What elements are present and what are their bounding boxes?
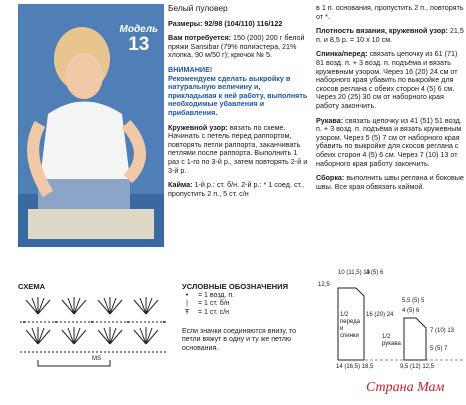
sleeve-text: связать цепочку из 41 (51) 51 возд. п. + 3 возд. п. подъёма и вязать кружевным узором. Через 5 (5) 7 см от наборного края убавить по выкройке для скосов реглана с обеих сторон 4 (5) 6 см. Через 7 (10) 13 от наборного края работу закончить.: [316, 115, 462, 168]
sleeve-label: Рукава:: [316, 115, 344, 125]
sizes-label: Размеры:: [168, 18, 203, 28]
assembly-label: Сборка:: [316, 173, 345, 183]
pattern-body-half: 1/2 переда и спинки: [340, 312, 360, 339]
back-text: связать цепочку из 61 (71) 81 возд. п. + 3 возд. п. подъёма и вязать кружевным узором. Через 16 (20) 24 см от наборного края убавить по выкройке для скосов реглана с обеих сторон 4 (5) 6 см. Через 20 (25) 30 см от наборного края работу закончить.: [316, 49, 458, 110]
lace-label: Кружевной узор:: [168, 122, 228, 132]
sewing-pattern: [316, 268, 464, 383]
assembly-text: выполнить швы реглана и боковые швы. Все края обвязать каймой.: [316, 173, 464, 191]
pattern-sleeve-bottom: 9,5 (12) 12,5: [400, 364, 435, 370]
chain-symbol-icon: •: [185, 292, 189, 299]
density-value: 21,5 п. и 8,5 р. = 10 x 10 см.: [316, 26, 464, 44]
sc-symbol-icon: |: [186, 300, 188, 308]
attention-text: Рекомендуем сделать выкройку в натуральную величину и, прикладывая к ней работу, выполнять необходимые убавления и прибавления.: [168, 73, 308, 117]
legend-text: = 1 ст. с/н: [198, 308, 230, 316]
pattern-sleeve-half: 1/2 рукава: [382, 334, 401, 347]
legend-row: [182, 300, 234, 308]
pattern-body-top: 10 (11,5) 13: [338, 270, 370, 276]
model-photo: [18, 4, 164, 247]
legend: [182, 292, 234, 317]
site-watermark: Страна Мам: [366, 380, 445, 395]
pattern-sleeve-top-right: 4 (5) 6: [402, 308, 420, 314]
continuation-text: в 1 п. основания, пропустить 2 п., повторять от *.: [316, 3, 464, 21]
legend-note: Если значки соединяются внизу, то петли вяжут в одну и ту же петлю основания.: [182, 328, 297, 352]
schema-title: СХЕМА: [18, 282, 46, 291]
needed-value: 150 (200) 200 г белой пряжи Sansibar (79% полиэстера, 21% хлопка, 90 м/50 г); крючок № 5.: [168, 33, 305, 60]
instructions-column-1: [168, 4, 310, 204]
legend-title: УСЛОВНЫЕ ОБОЗНАЧЕНИЯ: [182, 282, 289, 291]
back-label: Спинка/перед:: [316, 49, 368, 59]
edge-label: Кайма:: [168, 180, 193, 190]
legend-text: = 1 ст. б/н: [198, 300, 230, 308]
density-label: Плотность вязания, кружевной узор:: [316, 26, 448, 36]
crochet-schema: [18, 292, 168, 377]
legend-text: = 1 возд. п.: [198, 292, 235, 299]
pattern-body-left: 12,5: [318, 282, 330, 288]
legend-row: [182, 309, 234, 317]
attention-title: ВНИМАНИЕ!: [168, 64, 213, 74]
dc-symbol-icon: Ŧ: [184, 308, 190, 316]
pattern-body-bottom: 14 (16,5) 18,5: [336, 364, 374, 370]
pattern-body-top-right: 4 (5) 6: [366, 270, 384, 276]
edge-text: 1-й р.: ст. б/н. 2-й р.: * 1 соед. ст., пропустить 2 п., 5 ст. с/н: [168, 180, 305, 198]
pattern-sleeve-top: 5,5 (5) 5: [402, 298, 425, 304]
pattern-body-height: 16 (20) 24: [366, 312, 394, 318]
pattern-sleeve-height-2: 5 (5) 7: [430, 346, 448, 352]
pattern-sleeve-height: 7 (10) 13: [430, 328, 455, 334]
lace-text: вязать по схеме. Начинать с петель перед раппортом, повторять петли раппорта, заканчивать петлями после раппорта. Выполнить 1 раз с 1-го по 3-й р., затем повторять 2-й и 3-й р.: [168, 122, 308, 175]
page-title: Белый пуловер: [168, 3, 228, 13]
ms-label: MS: [92, 356, 101, 362]
model-number: 13: [128, 34, 150, 55]
model-label: [120, 24, 158, 54]
model-word: Модель: [119, 24, 158, 35]
needed-label: Вам потребуется:: [168, 33, 232, 43]
sizes-value: 92/98 (104/110) 116/122: [204, 18, 283, 28]
instructions-column-2: [316, 4, 464, 197]
